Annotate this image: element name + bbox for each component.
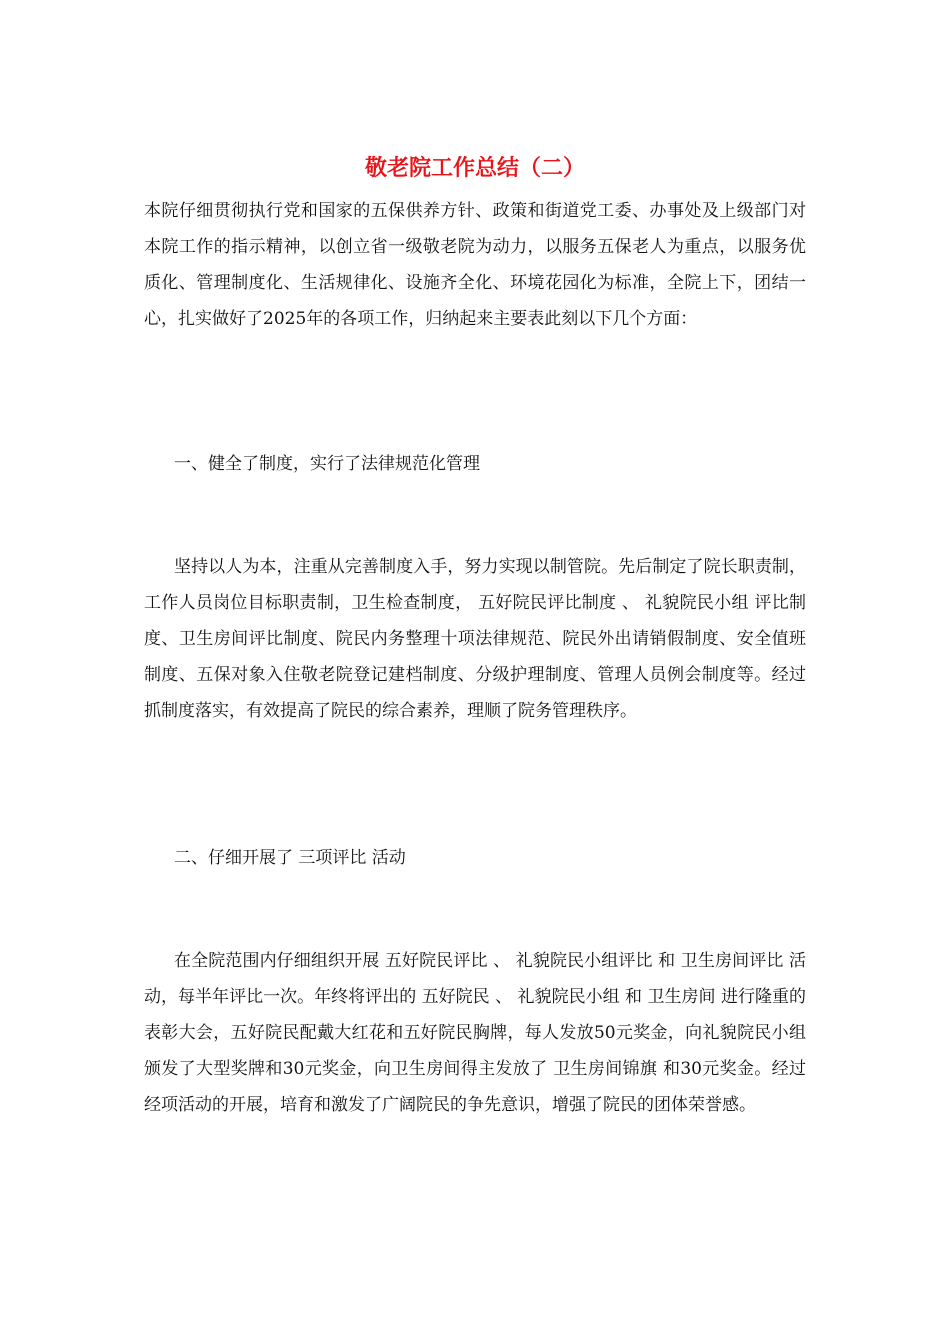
section-1-heading: 一、健全了制度，实行了法律规范化管理 bbox=[174, 454, 480, 474]
section-1-body: 坚持以人为本，注重从完善制度入手，努力实现以制管院。先后制定了院长职责制，工作人员岗位目标职责制，卫生检查制度， 五好院民评比制度 、 礼貌院民小组 评比制度、卫生房间评比制度、院民内务整理十项法律规范、院民外出请销假制度、安全值班制度、五保对象入住敬老院登记建档制度、分级护理制度、管理人员例会制度等。经过抓制度落实，有效提高了院民的综合素养，理顺了院务管理秩序。 bbox=[144, 557, 806, 721]
document-title: 敬老院工作总结（二） bbox=[364, 156, 585, 181]
section-2-heading: 二、仔细开展了 三项评比 活动 bbox=[174, 848, 406, 868]
intro-paragraph: 本院仔细贯彻执行党和国家的五保供养方针、政策和街道党工委、办事处及上级部门对本院工作的指示精神，以创立省一级敬老院为动力，以服务五保老人为重点，以服务优质化、管理制度化、生活规律化、设施齐全化、环境花园化为标准，全院上下，团结一心，扎实做好了2025年的各项工作，归纳起来主要表此刻以下几个方面： bbox=[144, 201, 806, 329]
section-2-body: 在全院范围内仔细组织开展 五好院民评比 、 礼貌院民小组评比 和 卫生房间评比 活动，每半年评比一次。年终将评出的 五好院民 、 礼貌院民小组 和 卫生房间 进行隆重的表彰大会，五好院民配戴大红花和五好院民胸牌，每人发放50元奖金，向礼貌院民小组颁发了大型奖牌和30元奖金，向卫生房间得主发放了 卫生房间锦旗 和30元奖金。经过经项活动的开展，培育和激发了广阔院民的争先意识，增强了院民的团体荣誉感。 bbox=[144, 951, 806, 1115]
